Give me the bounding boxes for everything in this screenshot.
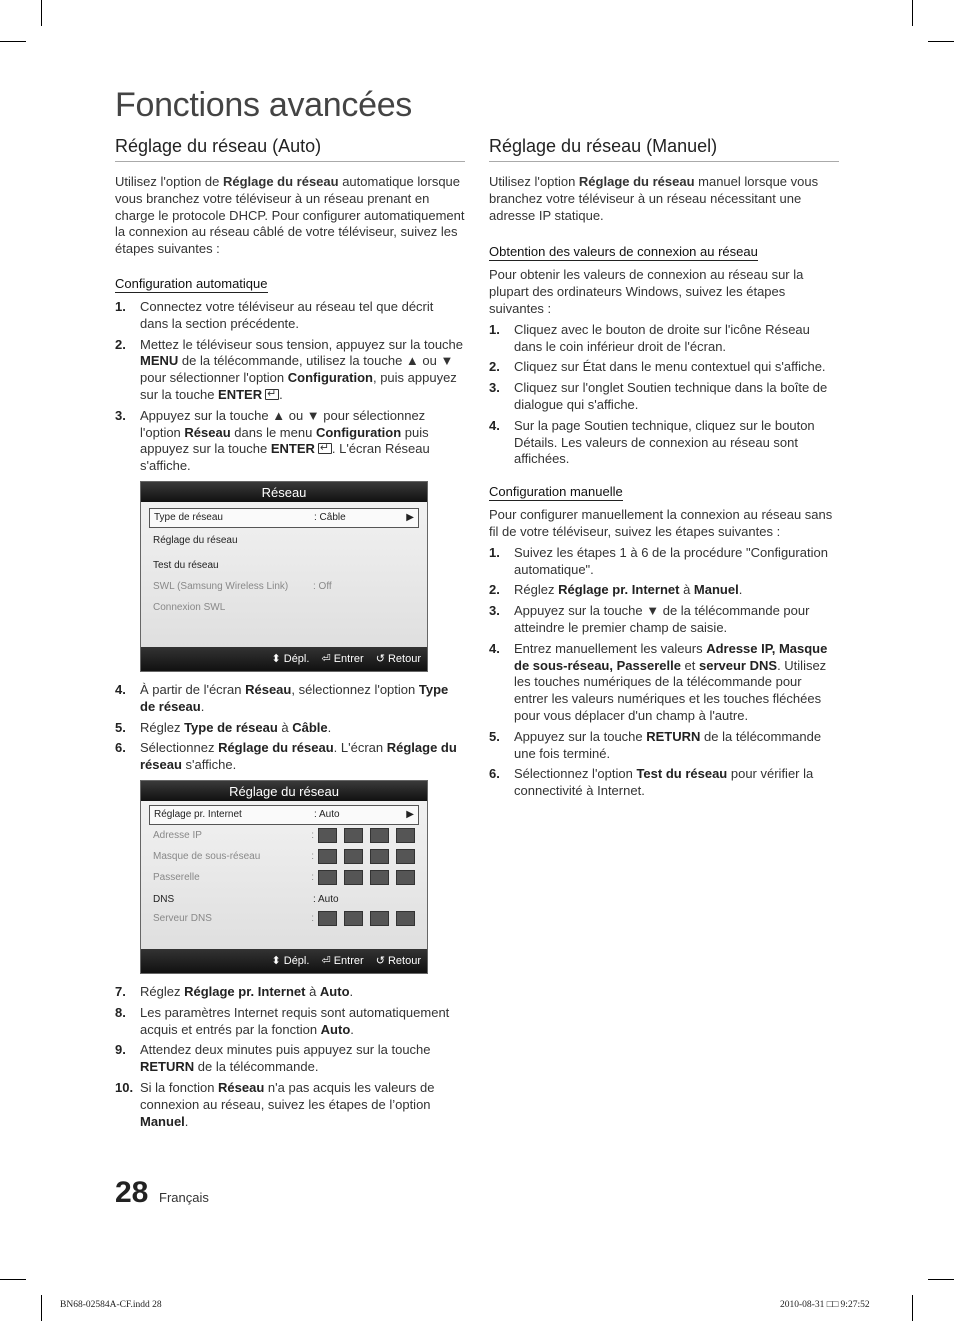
text: Réglez	[140, 719, 185, 735]
text: .	[200, 698, 205, 714]
step-number: 2.	[489, 582, 500, 598]
subtitle-manual-config: Configuration manuelle	[489, 484, 623, 500]
move-hint	[271, 652, 309, 665]
text: de la télécommande, utilisez la touche ▲ ou ▼ pour sélectionner l'option	[140, 353, 454, 386]
text: Réglez	[140, 983, 185, 999]
step-text: Cliquez sur l'onglet Soutien technique dans la boîte de dialogue qui s'affiche.	[514, 380, 828, 412]
text: Appuyez sur la touche	[514, 728, 647, 744]
text: Si la fonction	[140, 1079, 219, 1095]
step-item	[489, 322, 839, 356]
step-number: 6.	[489, 766, 500, 782]
intro-manual	[489, 174, 839, 224]
text-bold: Manuel	[693, 582, 739, 598]
ip-field[interactable]	[370, 828, 389, 843]
ip-boxes	[318, 870, 415, 885]
text: s'affiche.	[181, 757, 237, 773]
ip-field[interactable]	[318, 870, 337, 885]
step-item	[489, 641, 839, 725]
menu-row-label: Connexion SWL	[153, 601, 226, 613]
enter-icon: ⏎	[321, 653, 331, 666]
tv-menu-network-setup	[140, 780, 428, 974]
step-text: Cliquez sur État dans le menu contextuel qui s'affiche.	[514, 359, 826, 375]
ip-field[interactable]	[370, 911, 389, 926]
text: dans le menu	[230, 424, 316, 440]
step-number: 6.	[115, 740, 126, 756]
crop-mark	[928, 1279, 954, 1280]
step-text	[140, 1005, 465, 1039]
menu-title: Réglage du réseau	[141, 781, 427, 801]
text: Entrez manuellement les valeurs	[514, 640, 707, 656]
text-bold: RETURN	[646, 728, 701, 744]
menu-row-value: : Off	[313, 580, 332, 592]
step-item	[115, 1042, 465, 1076]
step-item	[489, 380, 839, 414]
menu-row-value: : Auto	[313, 894, 339, 906]
enter-icon: ⏎	[321, 955, 331, 968]
menu-row-label: Adresse IP	[153, 829, 202, 841]
menu-row-subnet[interactable]	[149, 846, 419, 867]
text: de la télécommande.	[194, 1059, 319, 1075]
menu-row-network-setup[interactable]	[149, 530, 419, 551]
crop-mark	[41, 1295, 42, 1321]
text-bold: Réglage du réseau	[222, 174, 339, 189]
step-number: 10.	[115, 1079, 134, 1095]
step-item	[489, 603, 839, 637]
arrow-right-icon: ▶	[406, 809, 414, 821]
ip-field[interactable]	[344, 911, 363, 926]
text: .	[349, 983, 354, 999]
para-get-values: Pour obtenir les valeurs de connexion au réseau sur la plupart des ordinateurs Windows, suivez les étapes suivantes :	[489, 267, 804, 316]
step-number: 8.	[115, 1004, 126, 1020]
text: n'a pas acquis les valeurs de connexion au réseau, suivez les étapes de l’option	[140, 1079, 435, 1112]
text-bold: ENTER	[270, 441, 315, 457]
menu-footer	[141, 949, 427, 973]
text-bold: Auto	[319, 983, 350, 999]
back-hint	[376, 954, 421, 967]
text: .	[279, 386, 283, 402]
text: À partir de l'écran	[140, 681, 246, 697]
text-bold: Auto	[320, 1021, 351, 1037]
text: . L'écran	[333, 740, 387, 756]
text: Utilisez l'option de	[115, 174, 223, 189]
enter-label: Entrer	[333, 653, 364, 666]
step-item	[489, 545, 839, 579]
back-label: Retour	[387, 955, 421, 968]
menu-row-ip-address[interactable]	[149, 825, 419, 846]
step-number: 4.	[489, 417, 500, 433]
move-hint	[271, 954, 309, 967]
step-text: Cliquez avec le bouton de droite sur l'icône Réseau dans le coin inférieur droit de l'écran.	[514, 321, 810, 354]
return-icon: ↺	[375, 653, 385, 666]
right-column	[489, 136, 839, 806]
step-item	[115, 1080, 465, 1130]
step-text	[140, 408, 465, 475]
step-item	[489, 729, 839, 763]
enter-label: Entrer	[333, 955, 364, 968]
step-number: 2.	[115, 336, 126, 352]
steps-auto	[115, 299, 465, 475]
text: Mettez le téléviseur sous tension, appuyez sur la touche	[140, 336, 464, 352]
text-bold: Manuel	[140, 1113, 185, 1129]
ip-field[interactable]	[344, 828, 363, 843]
enter-hint	[321, 954, 363, 967]
text: de la télécommande une fois terminé.	[514, 728, 822, 761]
page-language: Français	[159, 1190, 209, 1205]
separator: :	[311, 912, 314, 924]
menu-row-label: Masque de sous-réseau	[153, 850, 261, 862]
step-item	[115, 1005, 465, 1039]
ip-field[interactable]	[318, 849, 337, 864]
text: à	[277, 719, 293, 735]
text: , puis appuyez sur la touche	[140, 370, 457, 402]
text: Appuyez sur la touche ▲ ou ▼ pour sélectionnez l'option	[140, 407, 426, 440]
text: Attendez deux minutes puis appuyez sur la touche	[140, 1042, 431, 1058]
step-item	[115, 740, 465, 774]
ip-field[interactable]	[396, 828, 415, 843]
steps-manual	[489, 545, 839, 800]
page-title: Fonctions avancées	[115, 86, 412, 124]
move-label: Dépl.	[283, 653, 310, 666]
menu-row-label: Type de réseau	[154, 512, 223, 524]
section-title-auto: Réglage du réseau (Auto)	[115, 136, 465, 162]
text: à	[679, 582, 694, 598]
step-item	[489, 582, 839, 599]
ip-boxes	[318, 911, 415, 926]
field-group	[311, 911, 415, 926]
step-item	[115, 682, 465, 716]
text: Utilisez l'option	[489, 174, 579, 189]
menu-row-gateway[interactable]	[149, 867, 419, 888]
menu-row-label: Réglage pr. Internet	[154, 809, 242, 821]
text: puis appuyez sur la touche	[140, 424, 429, 457]
page-number: 28	[115, 1176, 149, 1209]
tv-menu-reseau	[140, 481, 428, 672]
text-bold: RETURN	[140, 1059, 195, 1075]
text-bold: Réseau	[245, 681, 292, 697]
text-bold: Réseau	[218, 1079, 265, 1095]
text: .	[184, 1113, 189, 1129]
separator: :	[311, 829, 314, 841]
move-label: Dépl.	[283, 955, 310, 968]
crop-mark	[0, 41, 26, 42]
crop-mark	[0, 1279, 26, 1280]
field-group	[311, 870, 415, 885]
left-column	[115, 136, 465, 1136]
text: . Utilisez les touches numériques de la télécommande pour entrer les valeurs numériques et les touches fléchées pour vous déplacer d'un champ à l'autre.	[514, 657, 827, 723]
arrow-right-icon: ▶	[406, 512, 414, 524]
step-number: 3.	[115, 407, 126, 423]
ip-field[interactable]	[370, 849, 389, 864]
updown-icon: ⬍	[271, 653, 281, 666]
step-text	[140, 337, 465, 404]
step-number: 9.	[115, 1042, 126, 1058]
menu-row-label: SWL (Samsung Wireless Link)	[153, 580, 289, 592]
step-number: 1.	[115, 298, 126, 314]
menu-row-label: Réglage du réseau	[153, 534, 238, 546]
step-text	[514, 582, 742, 599]
step-item	[489, 359, 839, 376]
steps-windows	[489, 322, 839, 468]
text-bold: Réglage du réseau	[218, 740, 334, 756]
step-item	[115, 984, 465, 1001]
text-bold: serveur DNS	[699, 657, 778, 673]
menu-row-network-test[interactable]	[149, 555, 419, 576]
step-number: 5.	[115, 719, 126, 735]
step-text	[140, 984, 353, 1001]
crop-mark	[928, 41, 954, 42]
text-bold: Réseau	[184, 424, 231, 440]
text-bold: Adresse IP, Masque de sous-réseau, Passerelle	[514, 640, 828, 673]
text: automatique lorsque vous branchez votre téléviseur à un réseau prenant en charge le protocole DHCP. Pour configurer automatiquement la connexion au réseau câblé de votre téléviseur, suivez les étapes suivantes :	[115, 174, 465, 257]
imprint-date: 2010-08-31 □□ 9:27:52	[780, 1300, 870, 1310]
text: Sélectionnez l'option	[514, 766, 637, 782]
step-number: 1.	[489, 321, 500, 337]
step-text: Sur la page Soutien technique, cliquez sur le bouton Détails. Les valeurs de connexion au réseau sont affichées.	[514, 417, 815, 467]
step-text	[514, 766, 839, 800]
step-item	[115, 337, 465, 404]
crop-mark	[912, 0, 913, 26]
text: pour vérifier la connectivité à Internet.	[514, 766, 814, 799]
ip-field[interactable]	[396, 849, 415, 864]
ip-boxes	[318, 828, 415, 843]
step-text	[514, 641, 839, 725]
subtitle-get-values: Obtention des valeurs de connexion au réseau	[489, 244, 758, 260]
text: Réglez	[514, 582, 559, 598]
menu-row-dns-server[interactable]	[149, 908, 419, 929]
ip-field[interactable]	[396, 911, 415, 926]
menu-row-swl[interactable]	[149, 576, 419, 597]
updown-icon: ⬍	[271, 955, 281, 968]
text: et	[680, 657, 700, 673]
menu-body	[141, 801, 427, 949]
step-text: Suivez les étapes 1 à 6 de la procédure "Configuration automatique".	[514, 544, 828, 577]
step-item	[489, 418, 839, 468]
text-bold: Câble	[292, 719, 328, 735]
step-number: 7.	[115, 983, 126, 999]
menu-row-label: Test du réseau	[153, 559, 219, 571]
return-icon: ↺	[375, 955, 385, 968]
step-item	[115, 720, 465, 737]
menu-footer	[141, 647, 427, 671]
step-number: 3.	[489, 603, 500, 619]
step-text	[140, 720, 331, 737]
subtitle-auto-config: Configuration automatique	[115, 275, 268, 291]
field-group	[311, 828, 415, 843]
step-number: 2.	[489, 359, 500, 375]
menu-body	[141, 502, 427, 647]
menu-row-label: Serveur DNS	[153, 912, 212, 924]
menu-row-label: DNS	[153, 894, 175, 906]
step-text	[514, 729, 839, 763]
menu-row-dns[interactable]	[149, 892, 419, 908]
step-item	[115, 408, 465, 475]
back-label: Retour	[387, 653, 421, 666]
ip-field[interactable]	[370, 870, 389, 885]
crop-mark	[41, 0, 42, 26]
text: . L'écran Réseau s'affiche.	[140, 441, 430, 474]
text-bold: Réglage du réseau	[140, 740, 457, 773]
step-number: 4.	[115, 681, 126, 697]
text-bold: MENU	[140, 353, 179, 369]
step-number: 1.	[489, 544, 500, 560]
menu-row-value: : Auto	[314, 809, 340, 821]
step-number: 4.	[489, 640, 500, 656]
crop-mark	[912, 1295, 913, 1321]
text: Sélectionnez	[140, 740, 219, 756]
step-text: Connectez votre téléviseur au réseau tel que décrit dans la section précédente.	[140, 298, 434, 331]
text-bold: Type de réseau	[140, 681, 449, 714]
step-text: Appuyez sur la touche ▼ de la télécommande pour atteindre le premier champ de saisie.	[514, 603, 810, 635]
ip-boxes	[318, 849, 415, 864]
text: Les paramètres Internet requis sont automatiquement acquis et entrés par la fonction	[140, 1004, 450, 1037]
text-bold: Réglage pr. Internet	[558, 582, 680, 598]
text: .	[327, 719, 332, 735]
text-bold: Configuration	[315, 424, 402, 440]
enter-icon	[265, 389, 279, 400]
text-bold: ENTER	[218, 386, 263, 402]
ip-field[interactable]	[396, 870, 415, 885]
text-bold: Réglage pr. Internet	[184, 983, 306, 999]
ip-field[interactable]	[318, 911, 337, 926]
text: .	[738, 582, 743, 598]
menu-row-value: : Câble	[314, 512, 346, 524]
intro-auto	[115, 174, 465, 258]
field-group	[311, 849, 415, 864]
text-bold: Type de réseau	[184, 719, 278, 735]
enter-hint	[321, 652, 363, 665]
back-hint	[376, 652, 421, 665]
text-bold: Configuration	[287, 370, 373, 386]
menu-row-label: Passerelle	[153, 871, 200, 883]
menu-row-swl-connect[interactable]	[149, 597, 419, 618]
step-text	[140, 1080, 465, 1130]
menu-row-network-type[interactable]	[149, 508, 419, 528]
separator: :	[311, 850, 314, 862]
text: manuel lorsque vous branchez votre téléviseur à un réseau nécessitant une adresse IP statique.	[489, 174, 819, 223]
section-title-manual: Réglage du réseau (Manuel)	[489, 136, 839, 162]
menu-row-internet-setup[interactable]	[149, 805, 419, 825]
text: , sélectionnez l'option	[291, 681, 419, 697]
ip-field[interactable]	[344, 849, 363, 864]
step-item	[489, 766, 839, 800]
steps-auto-2	[115, 682, 465, 774]
text: .	[350, 1021, 354, 1037]
menu-title: Réseau	[141, 482, 427, 502]
text: à	[305, 983, 320, 999]
ip-field[interactable]	[318, 828, 337, 843]
imprint-file: BN68-02584A-CF.indd 28	[60, 1300, 162, 1310]
step-text	[140, 1042, 465, 1076]
ip-field[interactable]	[344, 870, 363, 885]
enter-icon	[318, 443, 332, 454]
para-manual-config: Pour configurer manuellement la connexion au réseau sans fil de votre téléviseur, suivez les étapes suivantes :	[489, 507, 833, 539]
step-number: 3.	[489, 380, 500, 396]
step-text	[140, 682, 465, 716]
separator: :	[311, 871, 314, 883]
steps-auto-3	[115, 984, 465, 1130]
text-bold: Réglage du réseau	[578, 174, 695, 189]
step-number: 5.	[489, 728, 500, 744]
step-text	[140, 740, 465, 774]
text-bold: Test du réseau	[636, 766, 728, 782]
step-item	[115, 299, 465, 333]
